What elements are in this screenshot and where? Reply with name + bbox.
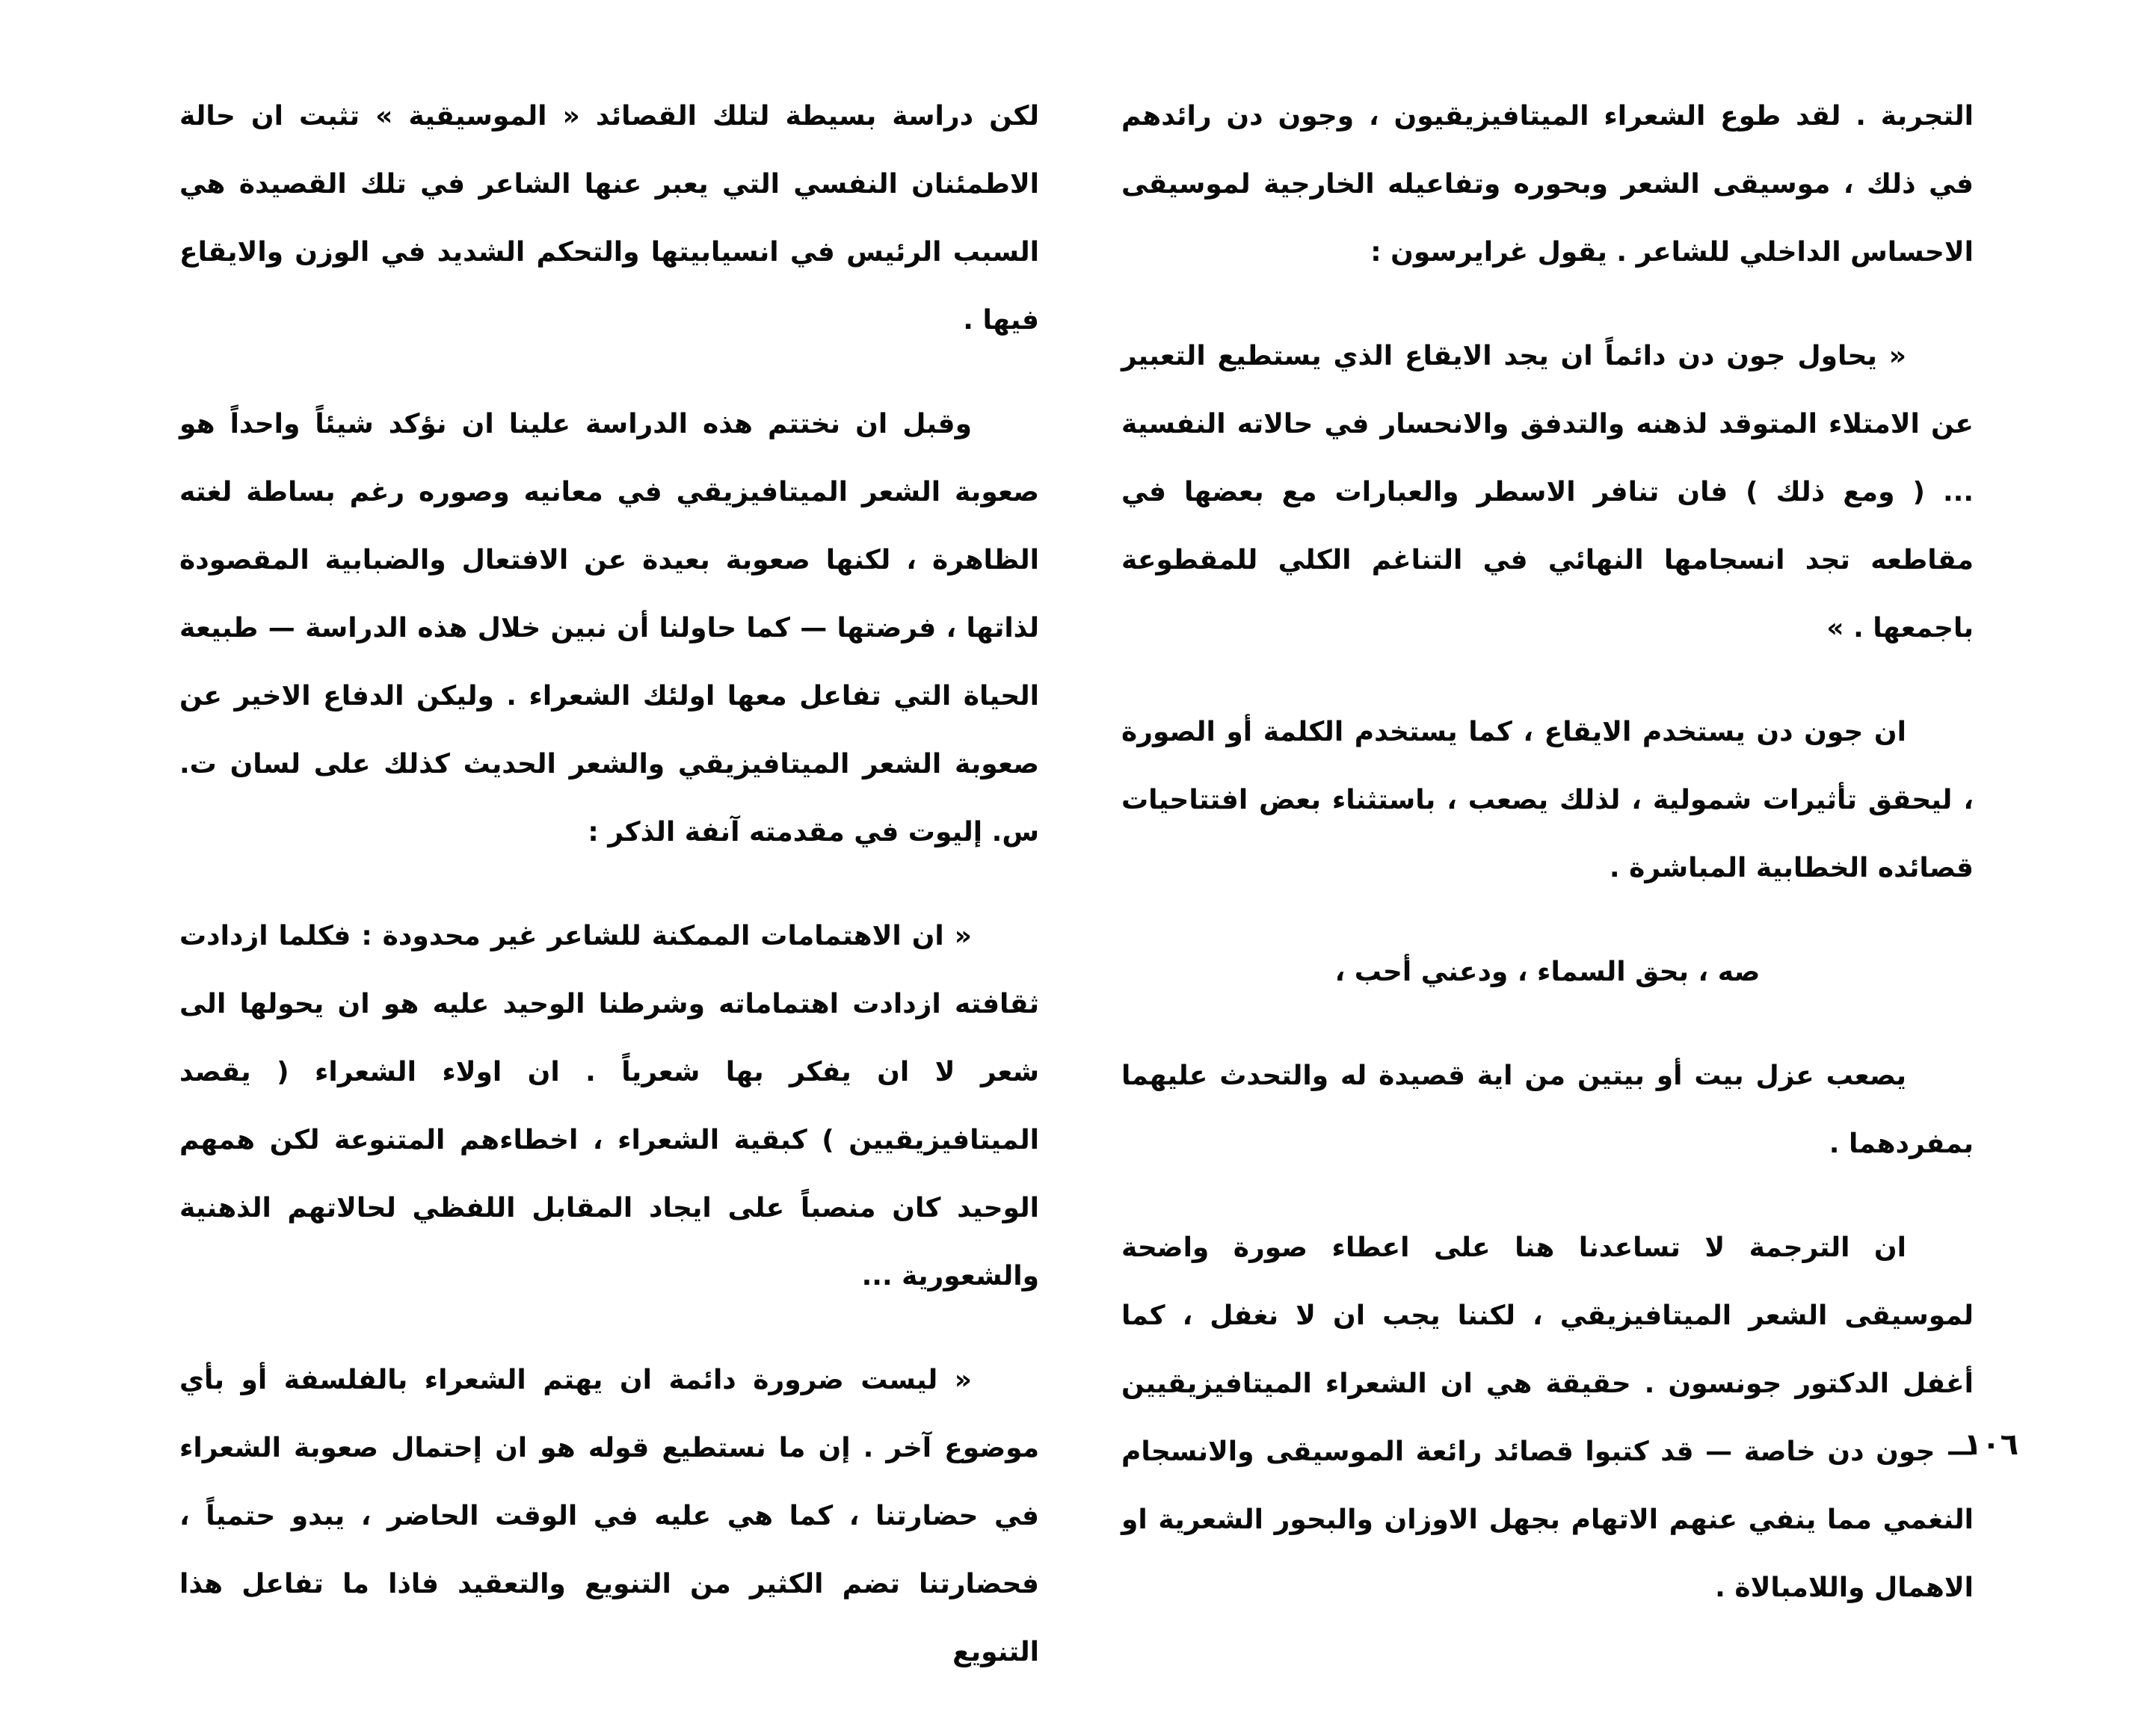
verse-line: صه ، بحق السماء ، ودعني أحب ، [1334, 957, 1761, 987]
paragraph-right-1: التجربة . لقد طوع الشعراء الميتافيزيقيون ، وجون دن رائدهم في ذلك ، موسيقى الشعر وبحوره وتفاعيله الخارجية لموسيقى الاحساس الداخلي للشاعر . يقول غرايرسون : [1121, 101, 1974, 268]
paragraph-left-2: وقبل ان نختتم هذه الدراسة علينا ان نؤكد شيئاً واحداً هو صعوبة الشعر الميتافيزيقي في معانيه وصوره رغم بساطة لغته الظاهرة ، لكنها صعوبة بعيدة عن الافتعال والضبابية المقصودة لذاتها ، فرضتها — كما حاولنا أن نبين خلال هذه الدراسة — طبيعة الحياة التي تفاعل معها اولئك الشعراء . وليكن الدفاع الاخير عن صعوبة الشعر الميتافيزيقي والشعر الحديث كذلك على لسان ت. س. إليوت في مقدمته آنفة الذكر : [179, 409, 1039, 848]
paragraph-right-6: ان الترجمة لا تساعدنا هنا على اعطاء صورة واضحة لموسيقى الشعر الميتافيزيقي ، لكننا يجب ان لا نغفل ، كما أغفل الدكتور جونسون . حقيقة هي ان الشعراء الميتافيزيقيين — جون دن خاصة — قد كتبوا قصائد رائعة الموسيقى والانسجام النغمي مما ينفي عنهم الاتهام بجهل الاوزان والبحور الشعرية او الاهمال واللامبالاة . [1121, 1232, 1974, 1603]
page-number: ١٠٦ [1963, 1428, 2018, 1462]
paragraph-right-3: ان جون دن يستخدم الايقاع ، كما يستخدم الكلمة أو الصورة ، ليحقق تأثيرات شمولية ، لذلك يصعب ، باستثناء بعض افتتاحيات قصائده الخطابية المباشرة . [1121, 717, 1974, 883]
left-text-column [179, 82, 1039, 1722]
paragraph-right-5: يصعب عزل بيت أو بيتين من اية قصيدة له والتحدث عليهما بمفردهما . [1121, 1061, 1974, 1159]
quote-eliot-2: « ليست ضرورة دائمة ان يهتم الشعراء بالفلسفة أو بأي موضوع آخر . إن ما نستطيع قوله هو ان إحتمال صعوبة الشعراء في حضارتنا ، كما هي عليه في الوقت الحاضر ، يبدو حتمياً ، فحضارتنا تضم الكثير من التنويع والتعقيد فاذا ما تفاعل هذا التنويع [179, 1365, 1039, 1667]
quote-eliot-1: « ان الاهتمامات الممكنة للشاعر غير محدودة : فكلما ازدادت ثقافته ازدادت اهتماماته وشرطنا الوحيد عليه هو ان يحولها الى شعر لا ان يفكر بها شعرياً . ان اولاء الشعراء ( يقصد الميتافيزيقيين ) كبقية الشعراء ، اخطاءهم المتنوعة لكن همهم الوحيد كان منصباً على ايجاد المقابل اللفظي لحالاتهم الذهنية والشعورية ... [179, 921, 1039, 1292]
paragraph-left-1: لكن دراسة بسيطة لتلك القصائد « الموسيقية » تثبت ان حالة الاطمئنان النفسي التي يعبر عنها الشاعر في تلك القصيدة هي السبب الرئيس في انسيابيتها والتحكم الشديد في الوزن والايقاع فيها . [179, 101, 1039, 336]
right-text-column [1121, 82, 1974, 1658]
quote-grierson: « يحاول جون دن دائماً ان يجد الايقاع الذي يستطيع التعبير عن الامتلاء المتوقد لذهنه والتدفق والانحسار في حالاته النفسية ... ( ومع ذلك ) فان تنافر الاسطر والعبارات مع بعضها في مقاطعه تجد انسجامها النهائي في التناغم الكلي للمقطوعة باجمعها . » [1121, 341, 1974, 644]
